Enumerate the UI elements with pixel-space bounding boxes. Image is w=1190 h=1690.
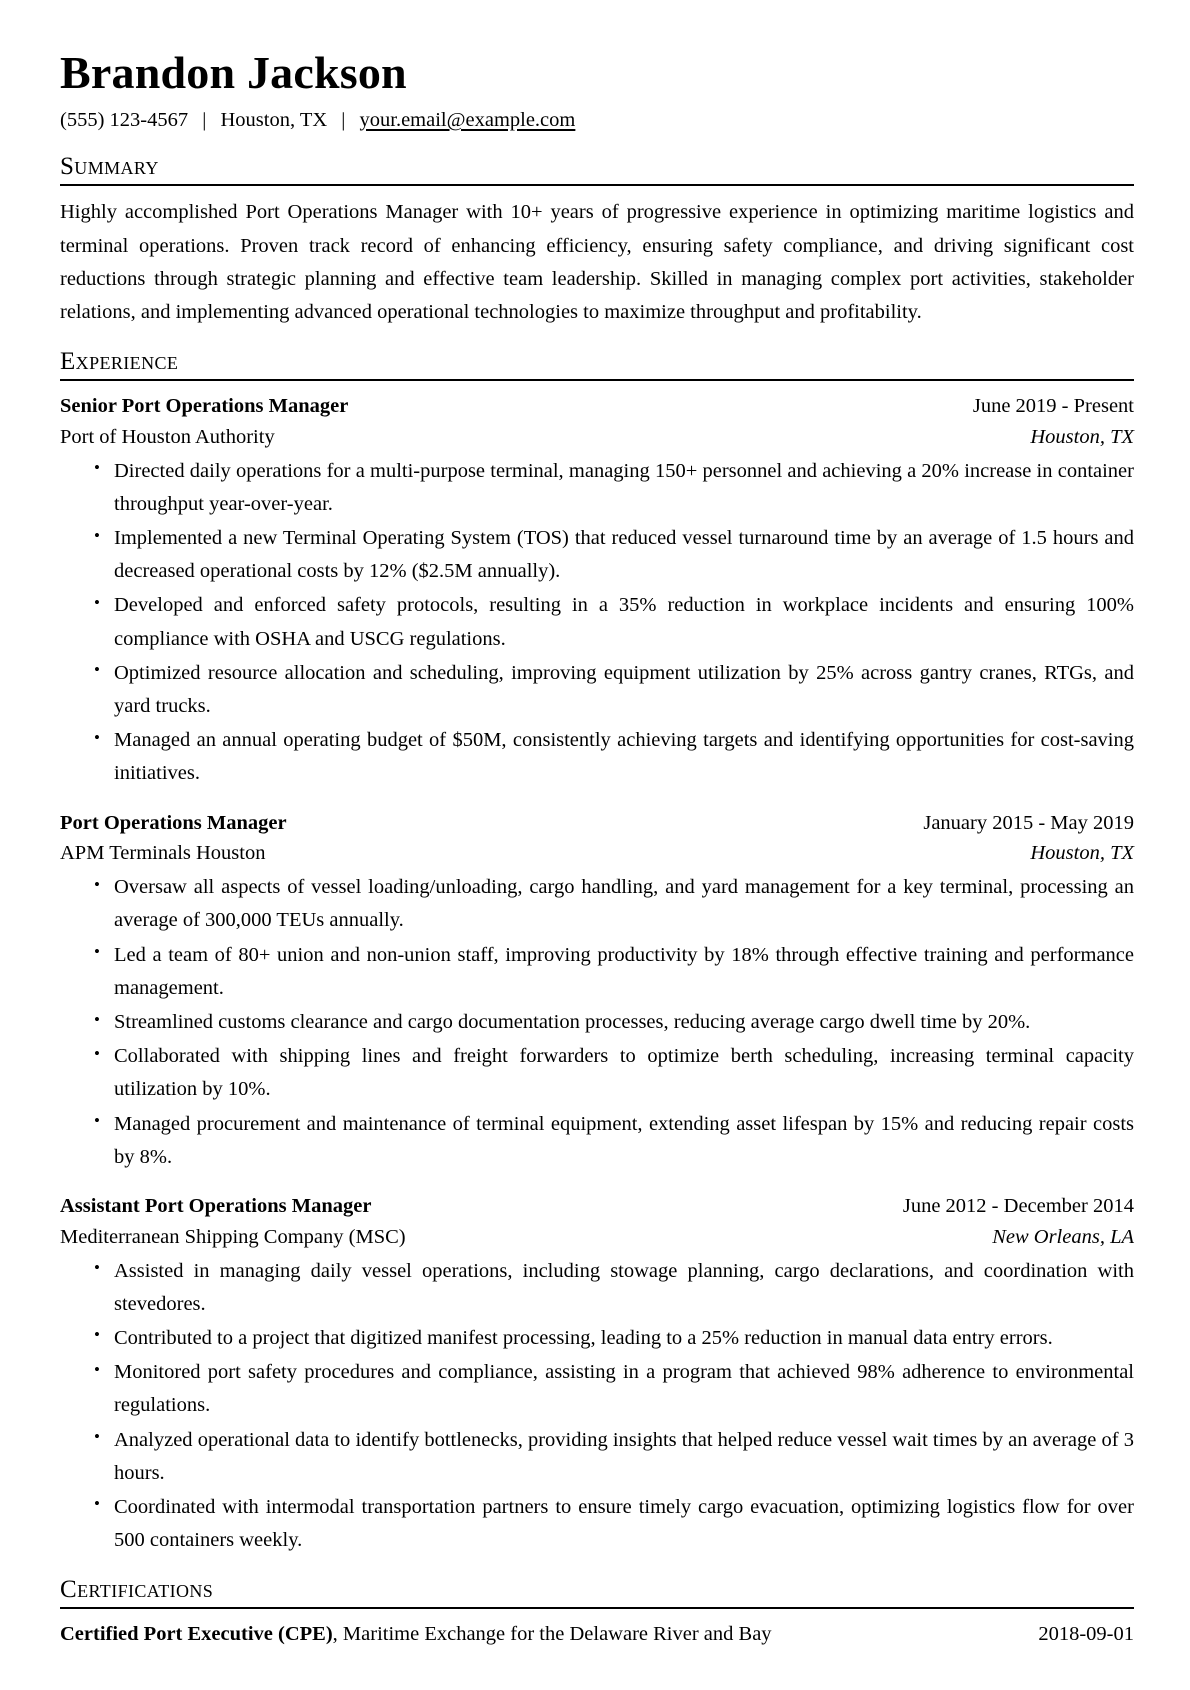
summary-text: Highly accomplished Port Operations Manager with 10+ years of progressive experience in optimizing maritime logistics and terminal operations. Proven track record of enhancing efficiency, ensuring safety compliance, and driving significant cost reductions through strategic planning and effective team leadership. Skilled in managing complex port activities, stakeholder relations, and implementing advanced operational technologies to maximize throughput and profitability. (60, 201, 1134, 323)
list-item: • Managed an annual operating budget of $50M, consistently achieving targets and identifying opportunities for cost-saving initiatives. (94, 724, 1134, 790)
list-item: • Analyzed operational data to identify bottlenecks, providing insights that helped reduce vessel wait times by an average of 3 hours. (94, 1424, 1134, 1490)
job-title: Senior Port Operations Manager (60, 395, 349, 418)
list-item: • Assisted in managing daily vessel operations, including stowage planning, cargo declarations, and coordination with stevedores. (94, 1255, 1134, 1321)
list-item: • Coordinated with intermodal transportation partners to ensure timely cargo evacuation, optimizing logistics flow for over 500 containers weekly. (94, 1491, 1134, 1557)
entry-header-row (60, 391, 1134, 422)
job-location: Houston, TX (1030, 842, 1134, 865)
entry-header-row (60, 808, 1134, 839)
section-certifications (60, 1576, 1134, 1650)
entry-header-row (60, 1191, 1134, 1222)
certification-date: 2018-09-01 (1038, 1623, 1134, 1646)
location-text: Houston, TX (220, 108, 328, 131)
certification-entry (60, 1619, 1134, 1650)
responsibility-list (60, 1255, 1134, 1558)
job-title: Port Operations Manager (60, 811, 287, 834)
experience-entry (60, 1191, 1134, 1557)
contact-separator: | (341, 108, 346, 131)
entry-subheader-row (60, 838, 1134, 869)
entry-subheader-row (60, 422, 1134, 453)
candidate-name: Brandon Jackson (60, 47, 407, 98)
job-title: Assistant Port Operations Manager (60, 1195, 372, 1218)
certification-name: Certified Port Executive (CPE) (60, 1623, 333, 1646)
responsibility-list (60, 455, 1134, 791)
responsibility-list (60, 871, 1134, 1174)
list-item: • Optimized resource allocation and scheduling, improving equipment utilization by 25% across gantry cranes, RTGs, and yard trucks. (94, 657, 1134, 723)
list-item: • Managed procurement and maintenance of terminal equipment, extending asset lifespan by 15% and reducing repair costs by 8%. (94, 1108, 1134, 1174)
contact-line (60, 107, 1134, 135)
experience-entry (60, 391, 1134, 791)
certification-text (60, 1619, 772, 1650)
section-title-experience: Experience (60, 348, 179, 376)
list-item: • Contributed to a project that digitized manifest processing, leading to a 25% reduction in manual data entry errors. (94, 1322, 1134, 1355)
list-item: • Monitored port safety procedures and compliance, assisting in a program that achieved 98% adherence to environmental regulations. (94, 1356, 1134, 1422)
section-title-certifications: Certifications (60, 1576, 214, 1604)
resume-header (60, 48, 1134, 134)
section-rule (60, 1607, 1134, 1609)
list-item: • Developed and enforced safety protocols, resulting in a 35% reduction in workplace incidents and ensuring 100% compliance with OSHA and USCG regulations. (94, 589, 1134, 655)
section-rule (60, 184, 1134, 186)
job-dates: June 2019 - Present (972, 395, 1134, 418)
list-item: • Collaborated with shipping lines and freight forwarders to optimize berth scheduling, increasing terminal capacity utilization by 10%. (94, 1040, 1134, 1106)
list-item: • Oversaw all aspects of vessel loading/unloading, cargo handling, and yard management for a key terminal, processing an average of 300,000 TEUs annually. (94, 871, 1134, 937)
list-item: • Led a team of 80+ union and non-union staff, improving productivity by 18% through effective training and performance management. (94, 939, 1134, 1005)
certification-issuer: , Maritime Exchange for the Delaware River and Bay (332, 1623, 772, 1646)
section-title-summary: Summary (60, 153, 159, 181)
job-dates: June 2012 - December 2014 (902, 1195, 1134, 1218)
section-summary (60, 153, 1134, 329)
company-name: APM Terminals Houston (60, 842, 266, 865)
experience-entry (60, 808, 1134, 1174)
list-item: • Directed daily operations for a multi-purpose terminal, managing 150+ personnel and achieving a 20% increase in container throughput year-over-year. (94, 455, 1134, 521)
section-experience (60, 348, 1134, 1557)
job-location: New Orleans, LA (992, 1225, 1134, 1248)
job-dates: January 2015 - May 2019 (923, 811, 1134, 834)
company-name: Mediterranean Shipping Company (MSC) (60, 1225, 406, 1248)
contact-separator: | (202, 108, 207, 131)
email-link[interactable]: your.email@example.com (359, 108, 576, 131)
company-name: Port of Houston Authority (60, 425, 275, 448)
list-item: • Implemented a new Terminal Operating System (TOS) that reduced vessel turnaround time by an average of 1.5 hours and decreased operational costs by 12% ($2.5M annually). (94, 522, 1134, 588)
phone-number: (555) 123-4567 (60, 108, 189, 131)
section-rule (60, 379, 1134, 381)
job-location: Houston, TX (1030, 425, 1134, 448)
list-item: • Streamlined customs clearance and cargo documentation processes, reducing average cargo dwell time by 20%. (94, 1006, 1134, 1039)
entry-subheader-row (60, 1222, 1134, 1253)
